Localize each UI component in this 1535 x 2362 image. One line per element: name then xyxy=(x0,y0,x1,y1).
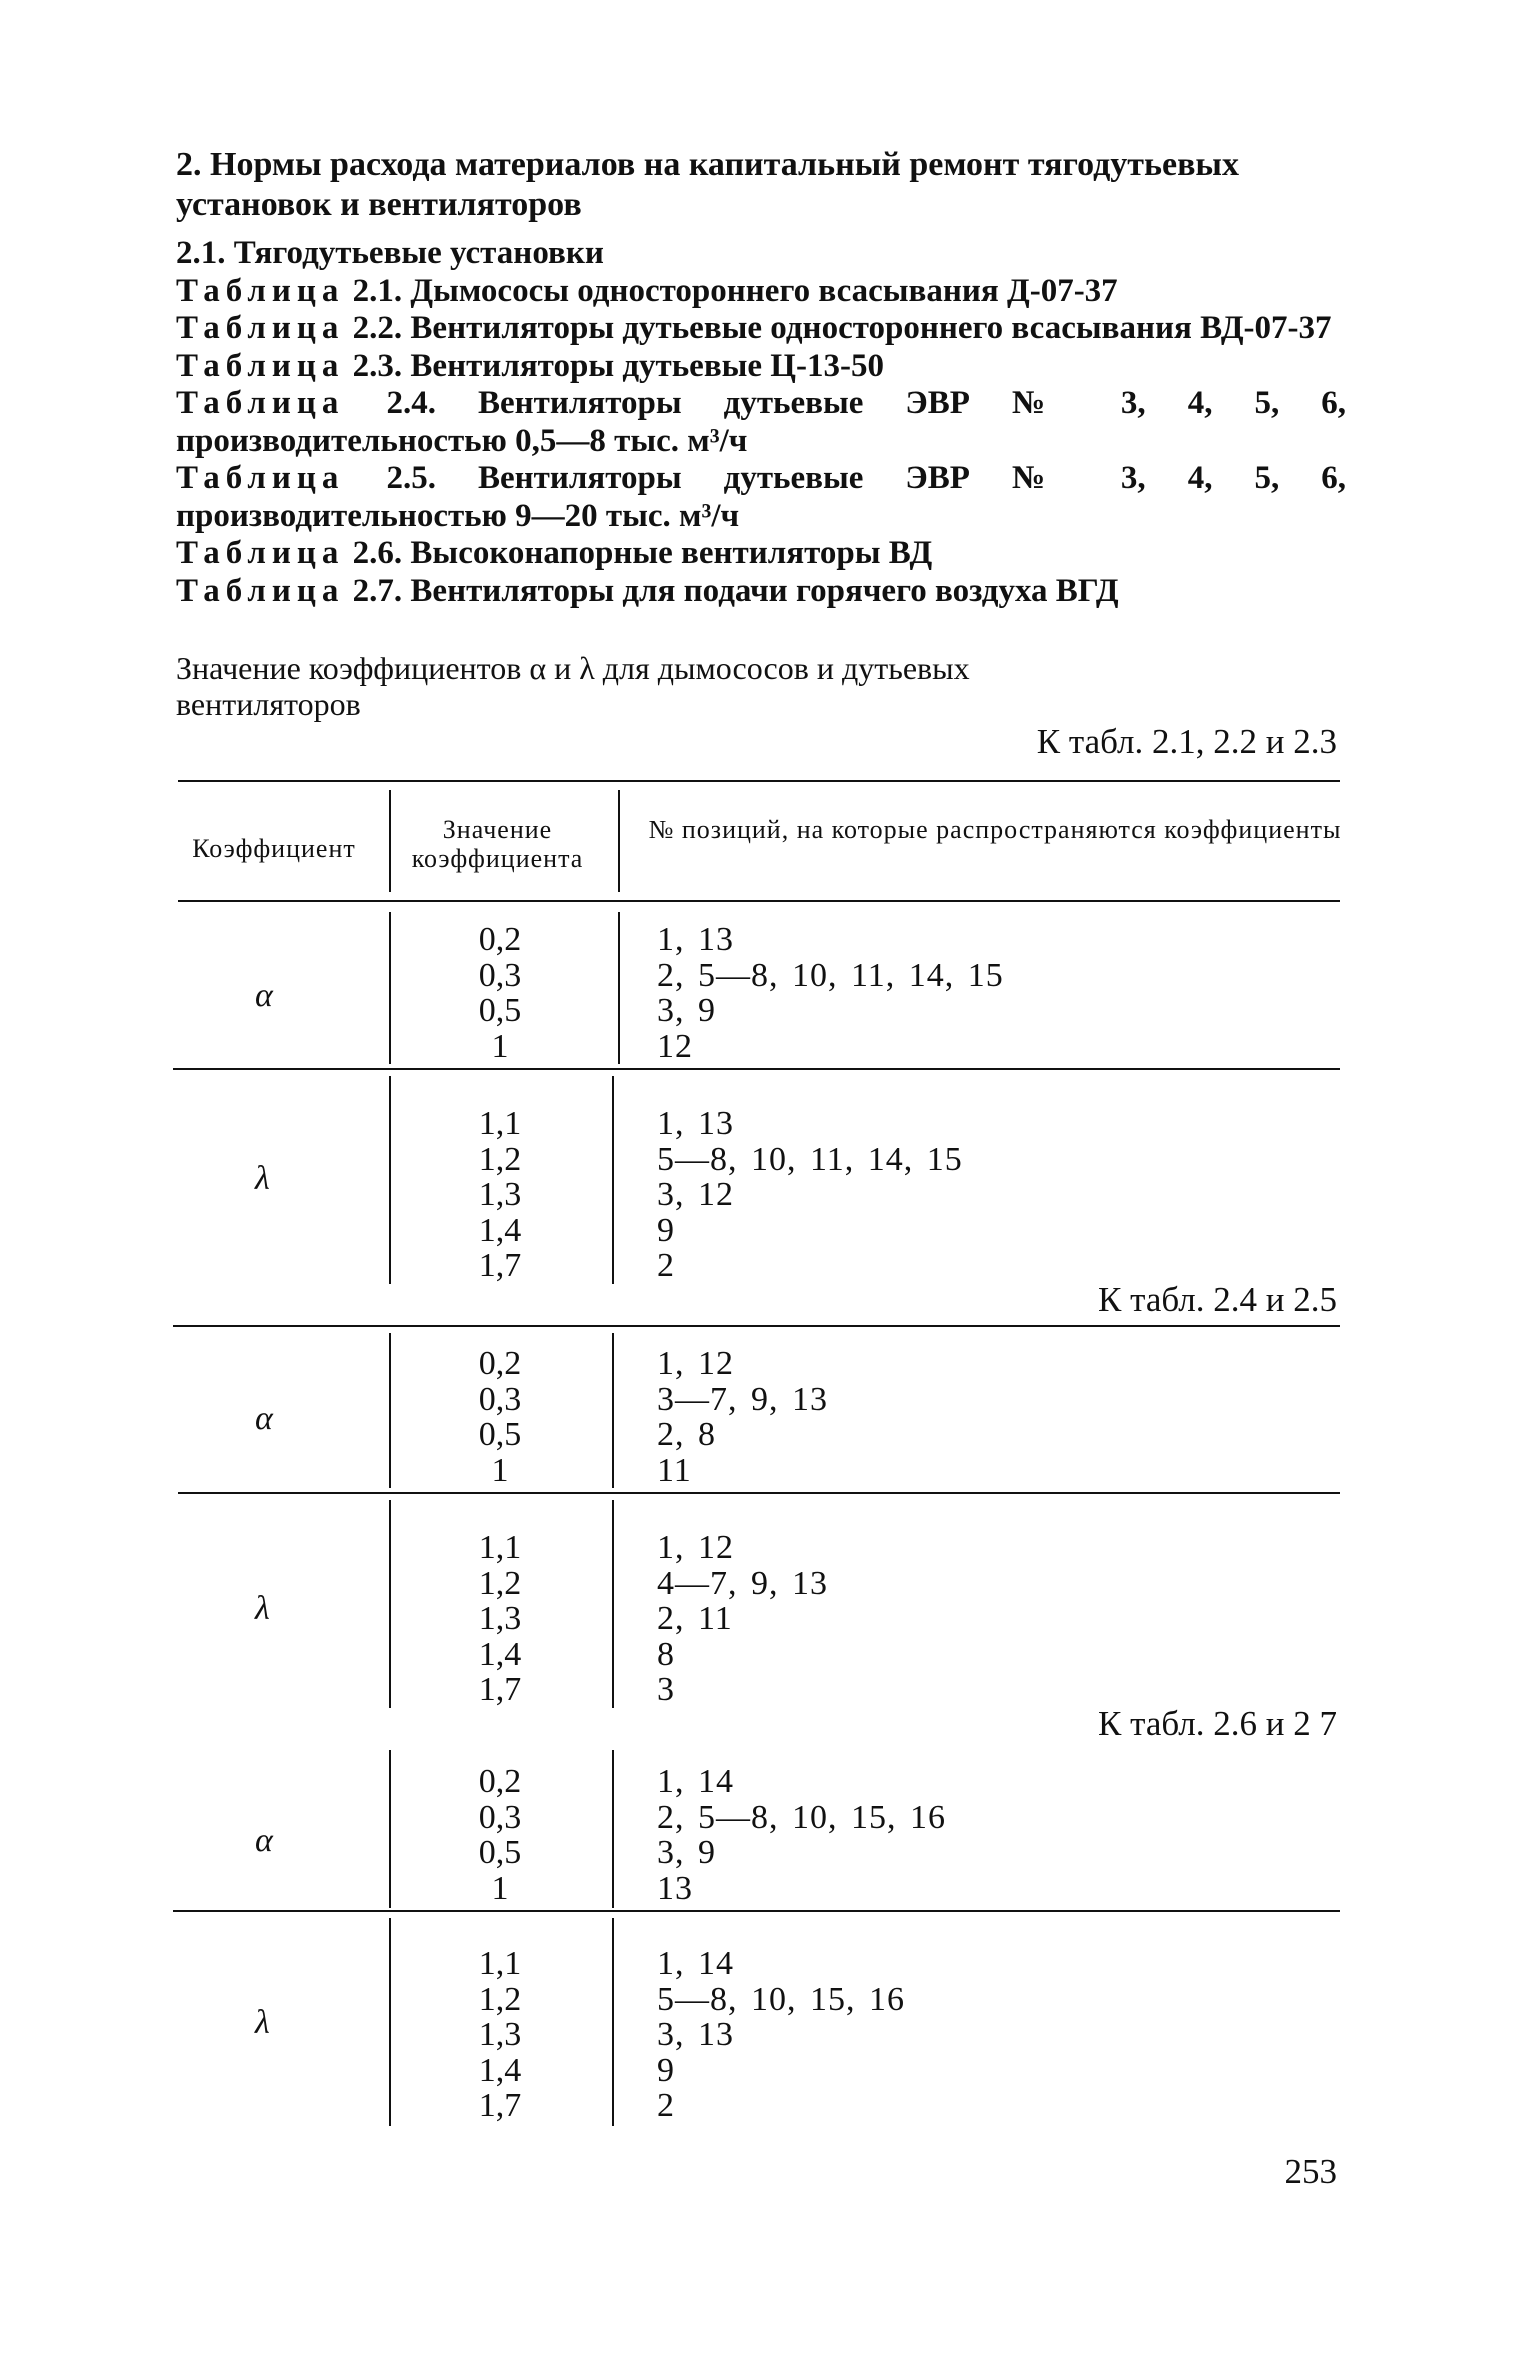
column-divider xyxy=(612,1076,614,1284)
table-title: 2.5. Вентиляторы дутьевые ЭВР № 3, 4, 5, 6, производительностью 9—20 тыс. м³/ч xyxy=(176,460,1347,534)
value-cell: 1 xyxy=(491,1869,509,1907)
value-cell: 0,3 xyxy=(478,956,522,994)
position-cell: 5—8, 10, 15, 16 xyxy=(657,1980,905,2018)
value-cell: 1,2 xyxy=(478,1564,522,1602)
section-rule xyxy=(173,1325,1340,1327)
coefficient-symbol: λ xyxy=(255,1160,270,1197)
value-cell: 1,7 xyxy=(478,1247,522,1284)
coefficient-symbol: λ xyxy=(255,2004,270,2041)
header-positions: № позиций, на которые распространяются коэффициенты xyxy=(648,815,1342,844)
position-cell: 3 xyxy=(657,1671,675,1708)
column-divider xyxy=(389,1918,391,2126)
value-cell: 1,7 xyxy=(478,2087,522,2124)
value-cell: 0,3 xyxy=(478,1798,522,1836)
subsection-title: 2.1. Тягодутьевые установки xyxy=(176,235,604,271)
table-prefix: Таблица xyxy=(176,310,345,346)
value-cell: 0,2 xyxy=(478,1763,522,1800)
position-cell: 12 xyxy=(657,1027,693,1065)
column-divider xyxy=(389,1500,391,1708)
value-cell: 1,2 xyxy=(478,1980,522,2018)
position-cell: 5—8, 10, 11, 14, 15 xyxy=(657,1140,963,1178)
position-cell: 3, 12 xyxy=(657,1176,734,1213)
position-cell: 11 xyxy=(657,1451,692,1489)
value-cell: 1,3 xyxy=(478,1176,522,1213)
coefficient-symbol: α xyxy=(255,1822,273,1859)
page-number: 253 xyxy=(1284,2152,1337,2191)
group-rule xyxy=(173,1068,1340,1070)
position-cell: 1, 13 xyxy=(657,1105,734,1142)
value-cell: 1,2 xyxy=(478,1140,522,1178)
table-list-item xyxy=(176,460,1346,535)
table-prefix: Таблица xyxy=(176,272,345,309)
value-cell: 1,1 xyxy=(478,1105,522,1142)
position-cell: 2, 11 xyxy=(657,1600,733,1637)
header-bottom-rule xyxy=(178,900,1340,902)
position-list xyxy=(657,1106,963,1284)
value-cell: 1,4 xyxy=(478,1635,522,1673)
position-cell: 9 xyxy=(657,2051,675,2089)
value-cell: 1,1 xyxy=(478,1529,522,1566)
coefficient-values xyxy=(470,1106,530,1284)
position-list xyxy=(657,1764,946,1906)
value-cell: 0,2 xyxy=(478,921,522,958)
column-divider xyxy=(389,912,391,1064)
position-cell: 1, 12 xyxy=(657,1529,734,1566)
table-list-item xyxy=(176,348,1346,386)
table-title: 2.7. Вентиляторы для подачи горячего воздуха ВГД xyxy=(352,572,1119,609)
position-cell: 13 xyxy=(657,1869,693,1907)
column-divider xyxy=(389,1333,391,1488)
column-divider xyxy=(389,1076,391,1284)
value-cell: 0,5 xyxy=(478,1834,522,1871)
table-title: 2.3. Вентиляторы дутьевые Ц-13-50 xyxy=(352,347,884,384)
position-cell: 2, 5—8, 10, 15, 16 xyxy=(657,1798,946,1836)
table-prefix: Таблица xyxy=(176,535,345,571)
position-list xyxy=(657,1530,828,1708)
group-rule xyxy=(173,1910,1340,1912)
table-top-rule xyxy=(178,780,1340,782)
position-cell: 4—7, 9, 13 xyxy=(657,1564,828,1602)
value-cell: 1,4 xyxy=(478,1211,522,1249)
table-list-item xyxy=(176,310,1346,348)
column-divider xyxy=(612,1333,614,1488)
position-cell: 8 xyxy=(657,1635,675,1673)
column-divider xyxy=(612,1918,614,2126)
table-list xyxy=(176,235,1346,610)
table-prefix: Таблица xyxy=(176,385,345,421)
table-list-item xyxy=(176,535,1346,573)
group-rule xyxy=(178,1492,1340,1494)
table-title: 2.1. Дымососы одностороннего всасывания Д-07-37 xyxy=(352,272,1118,309)
coefficient-symbol: α xyxy=(255,1400,273,1437)
header-value: Значение коэффициента xyxy=(411,815,584,873)
table-prefix: Таблица xyxy=(176,460,345,496)
position-cell: 3, 9 xyxy=(657,992,716,1029)
coefficient-symbol: α xyxy=(255,977,273,1014)
position-cell: 3—7, 9, 13 xyxy=(657,1380,828,1418)
value-cell: 0,5 xyxy=(478,992,522,1029)
section-label: К табл. 2.1, 2.2 и 2.3 xyxy=(1036,722,1337,761)
position-cell: 2, 5—8, 10, 11, 14, 15 xyxy=(657,956,1004,994)
value-cell: 1 xyxy=(491,1451,509,1489)
position-cell: 2, 8 xyxy=(657,1416,716,1453)
table-title: 2.6. Высоконапорные вентиляторы ВД xyxy=(352,535,933,571)
value-cell: 1,7 xyxy=(478,1671,522,1708)
position-cell: 3, 9 xyxy=(657,1834,716,1871)
position-cell: 1, 14 xyxy=(657,1945,734,1982)
header-divider xyxy=(389,790,391,892)
value-cell: 1 xyxy=(491,1027,509,1065)
position-list xyxy=(657,922,1004,1064)
column-divider xyxy=(389,1750,391,1908)
coefficient-values xyxy=(470,1764,530,1906)
section-heading: 2. Нормы расхода материалов на капитальный ремонт тягодутьевых установок и вентиляторов xyxy=(176,146,1239,223)
position-cell: 2 xyxy=(657,2087,675,2124)
table-title: 2.4. Вентиляторы дутьевые ЭВР № 3, 4, 5, 6, производительностью 0,5—8 тыс. м³/ч xyxy=(176,385,1347,459)
table-list-item xyxy=(176,273,1346,311)
value-cell: 0,5 xyxy=(478,1416,522,1453)
column-divider xyxy=(612,1750,614,1908)
coefficient-values xyxy=(470,922,530,1064)
position-cell: 1, 13 xyxy=(657,921,734,958)
position-cell: 9 xyxy=(657,1211,675,1249)
table-prefix: Таблица xyxy=(176,572,345,609)
value-cell: 1,3 xyxy=(478,2016,522,2053)
table-title: 2.2. Вентиляторы дутьевые одностороннего всасывания ВД-07-37 xyxy=(352,310,1332,346)
position-cell: 1, 14 xyxy=(657,1763,734,1800)
column-divider xyxy=(612,1500,614,1708)
header-divider xyxy=(618,790,620,892)
coefficient-values xyxy=(470,1946,530,2124)
header-coefficient: Коэффициент xyxy=(192,834,356,863)
coefficient-symbol: λ xyxy=(255,1590,270,1627)
coefficient-values xyxy=(470,1346,530,1488)
position-list xyxy=(657,1946,905,2124)
section-label: К табл. 2.6 и 2 7 xyxy=(1098,1704,1337,1743)
coefficient-values xyxy=(470,1530,530,1708)
position-cell: 3, 13 xyxy=(657,2016,734,2053)
section-label: К табл. 2.4 и 2.5 xyxy=(1098,1280,1337,1319)
column-divider xyxy=(618,912,620,1064)
table-list-item xyxy=(176,385,1346,460)
table-list-item xyxy=(176,573,1346,611)
position-cell: 1, 12 xyxy=(657,1345,734,1382)
value-cell: 1,3 xyxy=(478,1600,522,1637)
table-prefix: Таблица xyxy=(176,347,345,384)
value-cell: 1,1 xyxy=(478,1945,522,1982)
table-caption: Значение коэффициентов α и λ для дымососов и дутьевых вентиляторов xyxy=(176,650,970,722)
value-cell: 1,4 xyxy=(478,2051,522,2089)
value-cell: 0,2 xyxy=(478,1345,522,1382)
value-cell: 0,3 xyxy=(478,1380,522,1418)
position-list xyxy=(657,1346,828,1488)
position-cell: 2 xyxy=(657,1247,675,1284)
